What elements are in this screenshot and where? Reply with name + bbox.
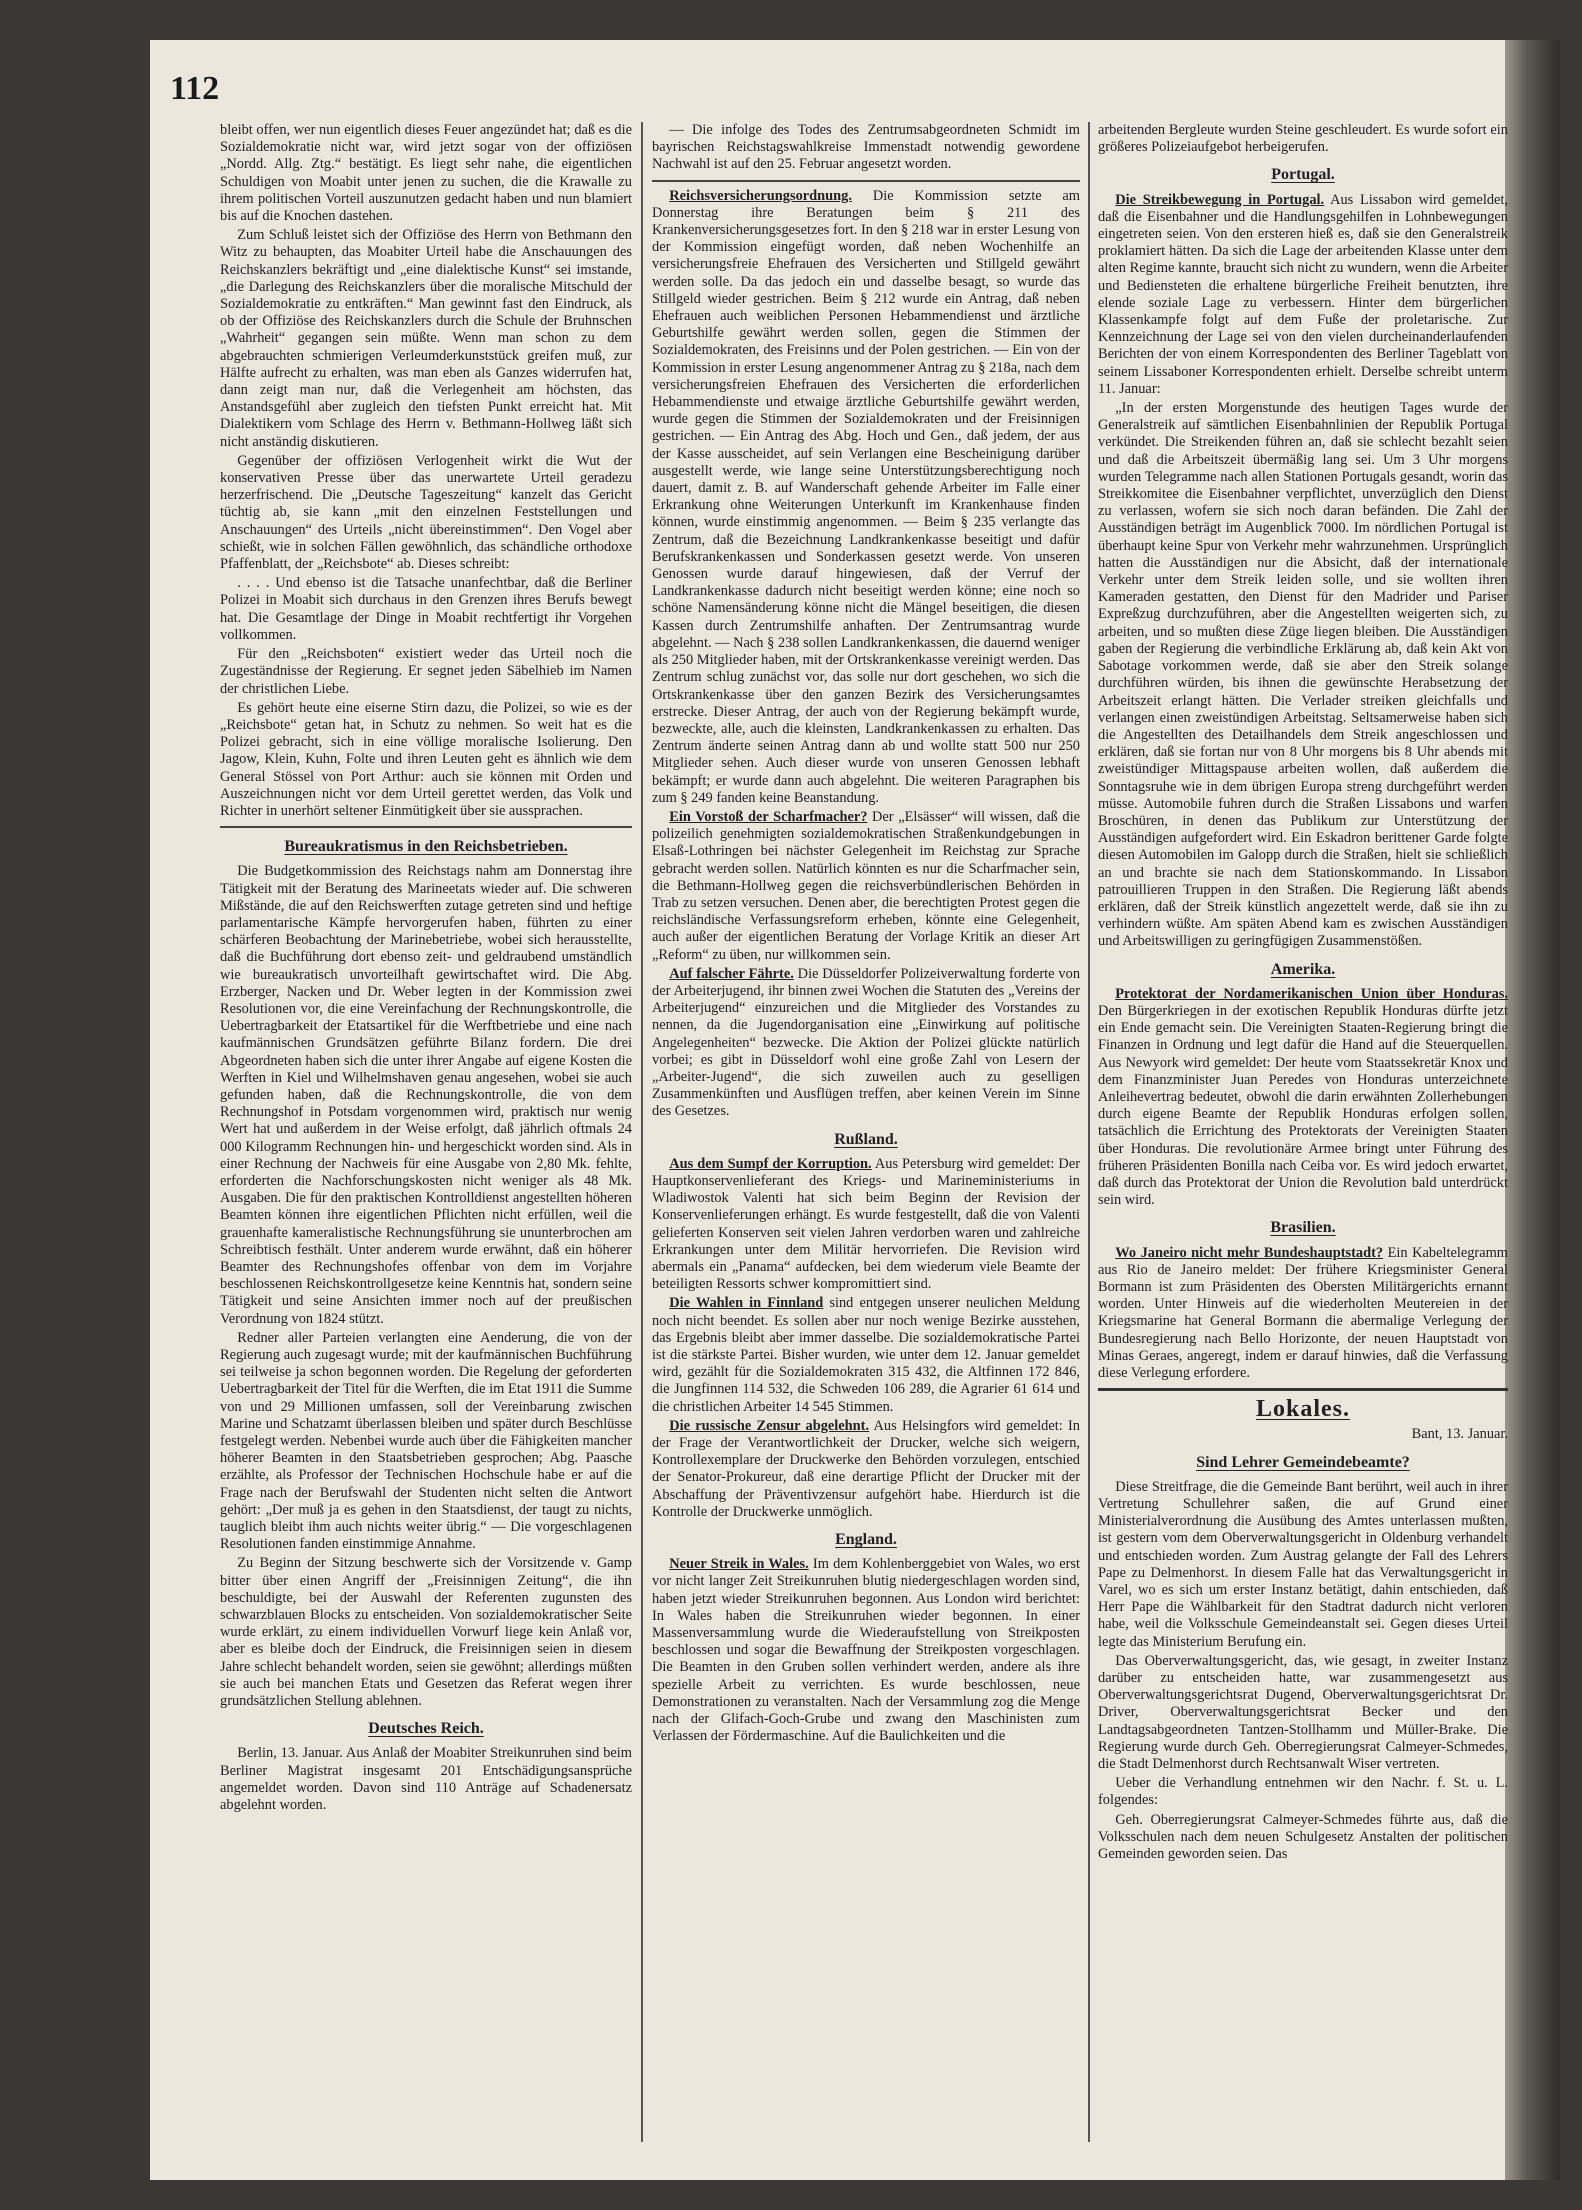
quoted-paragraph: . . . . Und ebenso ist die Tatsache unanfechtbar, daß die Berliner Polizei in Moabit sich durchaus in den Grenzen ihres Berufs bewegt hat. Die Gesamtlage der Dinge in Moabit rechtfertigt ihr Vorgehen vollkommen. — [220, 575, 632, 643]
article-body: Aus Helsingfors wird gemeldet: In der Frage der Verantwortlichkeit der Drucker, welche sich weigern, Kontrollexemplare der Druckwerke den Behörden vorzulegen, entschied der Senator-Prokureur, daß eine derartige Pflicht der Drucker mit der Abschaffung der Präventivzensur aufgehört habe. Hierdurch ist die Kontrolle der Druckwerke unmöglich. — [652, 1417, 1080, 1520]
paragraph: arbeitenden Bergleute wurden Steine geschleudert. Es wurde sofort ein größeres Polizeiaufgebot herbeigerufen. — [1098, 122, 1508, 156]
section-heading: England. — [835, 1531, 897, 1549]
article — [1098, 1245, 1508, 1383]
paragraph: Ueber die Verhandlung entnehmen wir den Nachr. f. St. u. L. folgendes: — [1098, 1775, 1508, 1809]
dateline: Bant, 13. Januar. — [1411, 1426, 1508, 1443]
column-rule — [1088, 122, 1090, 2142]
section-heading-lokales: Lokales. — [1255, 1396, 1350, 1423]
paragraph: bleibt offen, wer nun eigentlich dieses Feuer angezündet hat; daß es die Sozialdemokratie nicht war, wird jetzt sogar von der offiziösen „Nordd. Allg. Ztg.“ bestätigt. Es liegt sehr nahe, die eigentlichen Schuldigen von Moabit unter jenen zu suchen, die die Krawalle zu ihrem politischen Vorteil auszunutzen gedacht haben und nun blamiert bis auf die Knochen dastehen. — [220, 122, 632, 225]
article-body: Aus Lissabon wird gemeldet, daß die Eisenbahner und die Handlungsgehilfen in Lohnbewegungen eingetreten seien. Von den ersteren hieß es, daß sie den Generalstreik proklamiert hätten. Da sich die Lage der arbeitenden Klasse unter dem alten Regime kannte, braucht sich nicht zu wundern, wenn die Arbeiter und Bediensteten die erhaltene bürgerliche Freiheit benutzten, ihre elende soziale Lage zu verbessern. Hinter dem bürgerlichen Klassenkampfe folgt auf dem Fuße der proletarische. Zur Kennzeichnung der Lage sei von den vielen durcheinanderlaufenden Berichten der von einem Korrespondenten des Berliner Tageblatt von seinem Lissaboner Korrespondenten erhielt. Derselbe schreibt unterm 11. Januar: — [1098, 191, 1508, 397]
article-title: Neuer Streik in Wales. — [669, 1556, 809, 1573]
article-title: Die russische Zensur abgelehnt. — [669, 1417, 870, 1434]
article-body: sind entgegen unserer neulichen Meldung noch nicht beendet. Es sollen aber nur noch wenige Bezirke ausstehen, das Ergebnis bleibt aber immer dasselbe. Die sozialdemokratische Partei ist die stärkste Partei. Bisher wurden, wie unter dem 12. Januar gemeldet wird, gezählt für die Sozialdemokraten 315 432, die Altfinnen 172 846, die Jungfinnen 114 532, die Schweden 106 289, die Agrarier 61 614 und die christlichen Arbeiter 14 545 Stimmen. — [652, 1295, 1080, 1415]
section-divider — [652, 180, 1080, 182]
column-1 — [220, 122, 632, 2142]
article-body: Die Düsseldorfer Polizeiverwaltung forderte von der Arbeiterjugend, ihr binnen zwei Wochen die Statuten des „Vereins der Arbeiterjugend“ einzureichen und die Mitglieder des Vorstandes zu nennen, da die Jugendorganisation eine „Einwirkung auf politische Angelegenheiten“ bezwecke. Die Aktion der Polizei glückte natürlich vorbei; es gibt in Düsseldorf wohl eine große Zahl von Lesern der „Arbeiter-Jugend“, die sich zuweilen auch zu geselligen Zusammenkünften und Ausflügen treffen, aber keinen Verein im Sinne des Gesetzes. — [652, 965, 1080, 1120]
paragraph: Die Budgetkommission des Reichstags nahm am Donnerstag ihre Tätigkeit mit der Beratung des Marineetats wieder auf. Die schweren Mißstände, die auf den Reichswerften zutage getreten sind und heftige parlamentarische Kämpfe hervorgerufen haben, führten zu einer schärferen Beobachtung der Marinebetriebe, wobei sich herausstellte, daß die Buchführung dort ebenso zeit- und geldraubend umständlich wie bureaukratisch unvorteilhaft gewirtschaftet wird. Die Abg. Erzberger, Nacken und Dr. Weber legten in der Kommission zwei Resolutionen vor, die eine Vereinfachung der Rechnungskontrolle, die Uebertragbarkeit der Etatsartikel für die Werftbetriebe und eine nach kaufmännischen Grundsätzen geführte Bilanz fordern. Die drei Abgeordneten haben sich die unter ihrer Angabe auf eigene Kosten die Werften in Kiel und Wilhelmshaven genau angesehen, wobei sie auch gefunden haben, daß die Rechnungskontrolle, die von dem Rechnungshof in Potsdam vorgenommen wird, praktisch nur wenig Wert hat und außerdem in der Weise erfolgt, daß jährlich oftmals 24 000 Kilogramm Rechnungen hin- und hergeschickt worden sind. Als in einer Rechnung der Nachweis für eine Ausgabe von 2,80 Mk. fehlte, erforderten die Nachforschungskosten nicht weniger als 48 Mk. Ausgaben. Die für den praktischen Kontrolldienst angestellten höheren Beamten können ihre eigentlichen Pflichten nicht erfüllen, weil die grauenhafte kameralistische Rechnungsführung sie ununterbrochen am Schreibtisch festhält. Unter anderem wurde erwähnt, daß ein höherer Beamter des Rechnungshofes offenbar von dem im Vorjahre beschlossenen Reichskontrollgesetze keine Kenntnis hat, sondern seine Tätigkeit und seine Ansichten immer noch auf der preußischen Verordnung von 1824 stützt. — [220, 863, 632, 1327]
book-spine — [1505, 40, 1560, 2180]
article-title: Aus dem Sumpf der Korruption. — [669, 1155, 872, 1172]
article-body: Aus Petersburg wird gemeldet: Der Hauptkonservenlieferant des Kriegs- und Marineministeriums in Wladiwostok Valenti hat sich beim Beginn der Revision der Konservenlieferungen erhängt. Es wurde festgestellt, daß die von Valenti gelieferten Konserven seit vielen Jahren verdorben waren und zahlreiche Erkrankungen unter dem Militär hervorriefen. Die Revision wird abermals ein „Panama“ aufdecken, bei dem wiederum viele Beamte der beteiligten Ressorts schwer kompromittiert sind. — [652, 1155, 1080, 1293]
article — [652, 1556, 1080, 1745]
article-heading: Sind Lehrer Gemeindebeamte? — [1196, 1453, 1410, 1471]
paragraph: Für den „Reichsboten“ existiert weder das Urteil noch die Zugeständnisse der Regierung. Er segnet jeden Säbelhieb im Namen der christlichen Liebe. — [220, 646, 632, 697]
section-heading: Bureaukratismus in den Reichsbetrieben. — [284, 838, 568, 856]
article — [652, 1295, 1080, 1415]
article — [1098, 192, 1508, 398]
paragraph: Diese Streitfrage, die die Gemeinde Bant berührt, weil auch in ihrer Vertretung Schullehrer saßen, die auf Grund einer Ministerialverordnung die Ausübung des Amtes unterlassen mußten, ist gestern vom dem Oberverwaltungsgericht in Oldenburg verhandelt und entschieden worden. Zum Austrag gelangte der Fall des Lehrers Pape zu Delmenhorst. In diesem Falle hat das Verwaltungsgericht in Varel, wo es sich um erster Instanz betätigt, dahin entschieden, daß Herr Pape die Wählbarkeit für den Stadtrat dadurch nicht verloren habe, weil die Volksschule Gemeindeanstalt sei. Gegen dieses Urteil legte das Ministerium Berufung ein. — [1098, 1478, 1508, 1650]
article-title: Wo Janeiro nicht mehr Bundeshauptstadt? — [1115, 1244, 1384, 1261]
column-3 — [1098, 122, 1508, 2142]
article-body: Ein Kabeltelegramm aus Rio de Janeiro meldet: Der frühere Kriegsminister General Bormann ist zum Präsidenten des Obersten Militärgerichts ernannt worden. Unter Hinweis auf die wiederholten Meutereien in der Kriegsmarine hat General Bormann die abermalige Verlegung der Bundesregierung nach Bello Horizonte, der neuen Hauptstadt von Minas Geraes, angeregt, indem er darauf hinwies, daß die Verfassung diese Verlegung erfordere. — [1098, 1244, 1508, 1382]
section-heading: Amerika. — [1270, 960, 1336, 978]
column-rule — [641, 122, 643, 2142]
article-title: Reichsversicherungsordnung. — [669, 187, 852, 204]
article-title: Ein Vorstoß der Scharfmacher? — [669, 808, 868, 825]
article — [652, 1156, 1080, 1294]
paragraph: „In der ersten Morgenstunde des heutigen Tages wurde der Generalstreik auf sämtlichen Eisenbahnlinien der Republik Portugal verkündet. Die Streikenden führen an, daß sie schlecht bezahlt seien und daß die Arbeitszeit übermäßig lang sei. Um 3 Uhr morgens wurden Telegramme nach allen Stationen Portugals gesandt, worin das Streikkomitee die Eisenbahner verpflichtet, unverzüglich den Dienst zu verlassen, wofern sie sich noch daran befänden. Die Zahl der Ausständigen beträgt im Augenblick 7000. Im nördlichen Portugal ist überhaupt keine Spur von Verkehr mehr wahrzunehmen. Ursprünglich hatten die Ausständigen nur die Absicht, daß der internationale Verkehr unter dem Streik leiden solle, und sie wollten ihren Kameraden gestatten, den Dienst für den Madrider und Pariser Expreßzug durchzuführen, aber die Angestellten weigerten sich, zu arbeiten, und so mußten diese Züge liegen bleiben. Die Ausständigen gaben der Regierung die verbindliche Erklärung ab, daß kein Akt von Sabotage vorkommen werde, daß sie aber den Streik solange durchführen würden, bis ihnen die gewünschte Herabsetzung der Arbeitszeit erlangt hätten. Die Verlader streiken gleichfalls und verlangen einen zweistündigen Arbeitstag. Seltsamerweise haben sich die Angestellten des Detailhandels dem Streik angeschlossen und erklären, daß sie fortan nur von 8 Uhr morgens bis 8 Uhr abends mit zweistündiger Mittagspause arbeiten wollen, daß außerdem die Sonntagsruhe wie in dem übrigen Europa streng durchgeführt werden müsse. Automobile fuhren durch die Straßen Lissabons und warfen Broschüren, in denen das Publikum zur Unterstützung der Ausständigen aufgefordert wird. Ein Eskadron berittener Garde folgte diesen Automobilen im Galopp durch die Straßen, hielt sie schließlich an und brachte sie nach dem Stationskommando. In Lissabon patrouillieren Truppen in den Straßen. Die Regierung läßt abends erklären, daß der Streik künstlich angezettelt werde, daß sie ihn zu verhindern wüßte. Am späten Abend kam es zwischen Ausständigen und Arbeitswilligen zu geringfügigen Zusammenstößen. — [1098, 400, 1508, 950]
page-number: 112 — [170, 70, 220, 107]
article-title: Die Streikbewegung in Portugal. — [1115, 191, 1325, 208]
article-body: Der „Elsässer“ will wissen, daß die polizeilich genehmigten sozialdemokratischen Straßenkundgebungen in Elsaß-Lothringen bei nächster Gelegenheit im Reichstag zur Sprache gebracht werden sollen. Natürlich könnten es nur die Scharfmacher sein, die Bethmann-Hollweg gegen die reichsverbündlerischen Behörden in Trab zu setzen versuchen. Denen aber, die berechtigten Protest gegen die reichsländische Verfassungsreform erheben, könnte eine Gelegenheit, auch außer der eigentlichen Beratung der Vorlage Kritik an dieser Art „Reform“ zu üben, nur willkommen sein. — [652, 808, 1080, 963]
paragraph: Es gehört heute eine eiserne Stirn dazu, die Polizei, so wie es der „Reichsbote“ getan hat, in Schutz zu nehmen. So weit hat es die Polizei gebracht, sich in eine völlige moralische Isolierung. Den Jagow, Klein, Kuhn, Folte und ihren Leuten geht es ähnlich wie dem General Stössel von Port Arthur: auch sie können mit Orden und Auszeichnungen nicht vor dem Urteil gerettet werden, das Volk und Richter in unerhört seltener Einmütigkeit über sie aussprachen. — [220, 699, 632, 819]
article-body: Den Bürgerkriegen in der exotischen Republik Honduras dürfte jetzt ein Ende gemacht sein. Die Vereinigten Staaten-Regierung bringt die Finanzen in Ordnung und legt dafür die Hand auf die Steuerquellen. Aus Newyork wird gemeldet: Der heute vom Staatssekretär Knox und dem Finanzminister Juan Peredes von Honduras unterzeichnete Anleihevertrag bedeutet, obwohl die darin erwähnten Zollerhebungen durch eigene Beamte der Republik Honduras erfolgen sollen, tatsächlich die Errichtung des Protektorats der Vereinigten Staaten über Honduras. Die revolutionäre Armee bringt unter Führung des früheren Präsidenten Bonilla nach Ceiba vor. Es wird jedoch erwartet, daß durch das Protektorat der Union die Revolution bald unterdrückt sein wird. — [1098, 1002, 1508, 1209]
paragraph: Das Oberverwaltungsgericht, das, wie gesagt, in zweiter Instanz darüber zu entscheiden hatte, war zusammengesetzt aus Oberverwaltungsgerichtsrat Dugend, Oberverwaltungsgerichtsrat Dr. Driver, Oberverwaltungsgerichtsrat Becker und den Landtagsabgeordneten Tantzen-Stollhamm und Müller-Brake. Die Regierung wurde durch Geh. Oberregierungsrat Calmeyer-Schmedes, die Stadt Delmenhorst durch Rechtsanwalt Wiser vertreten. — [1098, 1652, 1508, 1773]
article-title: Protektorat der Nordamerikanischen Union über Honduras. — [1115, 985, 1508, 1002]
paragraph: Zum Schluß leistet sich der Offiziöse des Herrn von Bethmann den Witz zu behaupten, das Moabiter Urteil habe die Anschauungen des Reichskanzlers bekräftigt und „eine dialektische Kunst“ sei imstande, „die Darlegung des Reichskanzlers über die moralische Mitschuld der Sozialdemokratie zu entkräften.“ Man gewinnt fast den Eindruck, als ob der Offiziöse des Reichskanzlers durch die Schule der Bruhnschen „Wahrheit“ gegangen sein müßte. Wenn man schon zu dem abgebrauchten schmierigen Verleumderkunststück greifen muß, zur Hälfte aufrecht zu erhalten, was man eben als Ganzes widerrufen hat, dann zeigt man nur, daß die Verlegenheit am höchsten, das Anstandsgefühl aber zugleich den tiefsten Punkt erreicht hat. Mit Dialektikern vom Schlage des Herrn v. Bethmann-Hollweg läßt sich nicht anständig diskutieren. — [220, 227, 632, 450]
section-heading: Deutsches Reich. — [368, 1720, 484, 1738]
article — [652, 1418, 1080, 1521]
section-heading: Portugal. — [1271, 166, 1335, 184]
section-heading: Brasilien. — [1270, 1219, 1336, 1237]
section-divider — [220, 826, 632, 828]
paragraph: Berlin, 13. Januar. Aus Anlaß der Moabiter Streikunruhen sind beim Berliner Magistrat insgesamt 201 Entschädigungsansprüche angemeldet worden. Davon sind 110 Anträge auf Schadenersatz abgelehnt worden. — [220, 1745, 632, 1814]
column-2 — [652, 122, 1080, 2142]
article-title: Die Wahlen in Finnland — [669, 1295, 824, 1312]
paragraph: Gegenüber der offiziösen Verlogenheit wirkt die Wut der konservativen Presse über das unerwartete Urteil geradezu herzerfrischend. Die „Deutsche Tageszeitung“ kanzelt das Gericht tüchtig ab, sie kann „mit den einzelnen Feststellungen und Anschauungen“ des Urteils „nicht übereinstimmen“. Den Vogel aber schießt, wie in solchen Fällen gewöhnlich, das schändliche orthodoxe Pfaffenblatt, der „Reichsbote“ ab. Dieses schreibt: — [220, 452, 632, 573]
newspaper-page — [150, 40, 1560, 2180]
paragraph: Zu Beginn der Sitzung beschwerte sich der Vorsitzende v. Gamp bitter über einen Angriff der „Freisinnigen Zeitung“, die ihn beschuldigte, bei der Auswahl der Referenten zugunsten des schwarzblauen Blocks zu entscheiden. Von sozialdemokratischer Seite wurde erklärt, zu einem individuellen Vorwurf liege kein Anlaß vor, aber es bleibe doch der Eindruck, die Freisinnigen seien in diesem Jahre schlecht behandelt worden, seien sie gewöhnt; allerdings müßten sie auch bei manchen Etats und Gesetzen das Referat wegen ihrer grundsätzlichen Stellung ablehnen. — [220, 1555, 632, 1710]
article — [652, 188, 1080, 807]
article-body: Im dem Kohlenberggebiet von Wales, wo erst vor nicht langer Zeit Streikunruhen blutig niedergeschlagen worden sind, haben jetzt wieder Streikunruhen begonnen. Aus London wird berichtet: In Wales haben die Streikunruhen wieder begonnen. In einer Massenversammlung wurde die Wiederaufstellung von Streikposten beschlossen und sogar die Bewaffnung der Streikposten vorgeschlagen. Die Beamten in den Gruben sollen verhindert werden, andere als ihre spezielle Arbeit zu verrichten. Es wurde beschlossen, neue Demonstrationen zu veranstalten. Nach der Versammlung zog die Menge nach der Glifach-Goch-Grube und zwang den Maschinisten zum Verlassen der Fördermaschine. Auf die Baulichkeiten und die — [652, 1556, 1080, 1745]
paragraph: Geh. Oberregierungsrat Calmeyer-Schmedes führte aus, daß die Volksschulen nach dem neuen Schulgesetz Anstalten der politischen Gemeinden geworden seien. Das — [1098, 1811, 1508, 1863]
paragraph: — Die infolge des Todes des Zentrumsabgeordneten Schmidt im bayrischen Reichstagswahlkreise Immenstadt notwendig gewordene Nachwahl ist auf den 25. Februar angesetzt worden. — [652, 122, 1080, 173]
section-divider — [1098, 1388, 1508, 1391]
article — [652, 966, 1080, 1121]
section-heading: Rußland. — [834, 1130, 898, 1148]
article — [1098, 986, 1508, 1210]
article — [652, 809, 1080, 964]
article-body: Die Kommission setzte am Donnerstag ihre Beratungen beim § 211 des Krankenversicherungsgesetzes fort. In den § 218 war in erster Lesung von der Kommission eingefügt worden, daß neben Wochenhilfe an versicherungsfreie Ehefrauen des Versicherten und Stillgeld gewährt werden solle. Da das jedoch ein und dasselbe besagt, so wurde das Stillgeld wieder gestrichen. Beim § 212 wurde ein Antrag, daß neben Ehefrauen auch weiblichen Personen Hebammendienst und ärztliche Geburtshilfe gewährt werden sollen, gegen die Stimmen der Sozialdemokraten, des Freisinns und der Polen gestrichen. — Ein von der Kommission in erster Lesung angenommener Antrag zu § 218a, nach dem versicherungsfreien Ehefrauen des Versicherten die erforderlichen Hebammendienste und etwaige ärztliche Geburtshilfe gewährt werden, wurde gegen die Stimmen der Sozialdemokraten und der Freisinnigen gestrichen. — Ein Antrag des Abg. Hoch und Gen., daß jedem, der aus der Kasse ausscheidet, auf sein Verlangen eine Bescheinigung darüber ausgestellt werde, wie lange seine Unterstützungsberechtigung noch dauert, damit z. B. auf Wanderschaft gehende Arbeiter im Falle einer Erkrankung ohne Weiterungen Unterkunft im Krankenhause finden können, wurde einstimmig angenommen. — Beim § 235 verlangte das Zentrum, daß die Bezeichnung Landkrankenkasse beseitigt und dafür Berufskrankenkassen und Sonderkassen gesetzt werde. Von unseren Genossen wurde darauf hingewiesen, daß der Verruf der Landkrankenkasse dadurch nicht beseitigt werden könne; eine noch so schöne Namensänderung könne nicht die Mängel beseitigen, die diesen Kassen durch Zentrumshilfe anhaften. Der Zentrumsantrag wurde abgelehnt. — Nach § 238 sollen Landkrankenkassen, die dauernd weniger als 250 Mitglieder haben, mit der Ortskrankenkasse vereinigt werden. Das Zentrum schlug zunächst vor, das solle nur dort geschehen, wo sich die Ortskrankenkasse über den ganzen Bezirk des Versicherungsamtes erstrecke. Dieser Antrag, der auch von der Regierung bekämpft wurde, bezweckte, alle, auch die kleinsten, Landkrankenkassen zu erhalten. Das Zentrum änderte seinen Antrag dann ab und wollte statt 500 nur 250 Mitglieder sehen. Auch dieser wurde von unseren Genossen lebhaft bekämpft; er wurde dann auch abgelehnt. Die weiteren Paragraphen bis zum § 249 fanden keine Beanstandung. — [652, 187, 1080, 806]
paragraph: Redner aller Parteien verlangten eine Aenderung, die von der Regierung auch zugesagt wurde; mit der kaufmännischen Buchführung sei teilweise ja schon begonnen worden. Die Regelung der geforderten Uebertragbarkeit der Titel für die Werften, die im Etat 1911 die Summe von und 29 Millionen umfassen, soll der Vereinbarung zwischen Marine und Schatzamt überlassen bleiben und später durch Beschlüsse festgelegt werden. Nebenbei wurde auch über die Fähigkeiten mancher höherer Beamten in den Staatsbetrieben gesprochen; Abg. Paasche erzählte, als Professor der Technischen Hochschule habe er auf die Frage nach der Berufswahl der Studenten nicht selten die Antwort gehört: „Der muß ja es gehen in den Staatsdienst, der taugt zu nichts, tauglich bleibt ihm auch nichts weiter übrig.“ — Die vorgeschlagenen Resolutionen fanden einstimmige Annahme. — [220, 1329, 632, 1553]
article-title: Auf falscher Fährte. — [669, 965, 794, 982]
